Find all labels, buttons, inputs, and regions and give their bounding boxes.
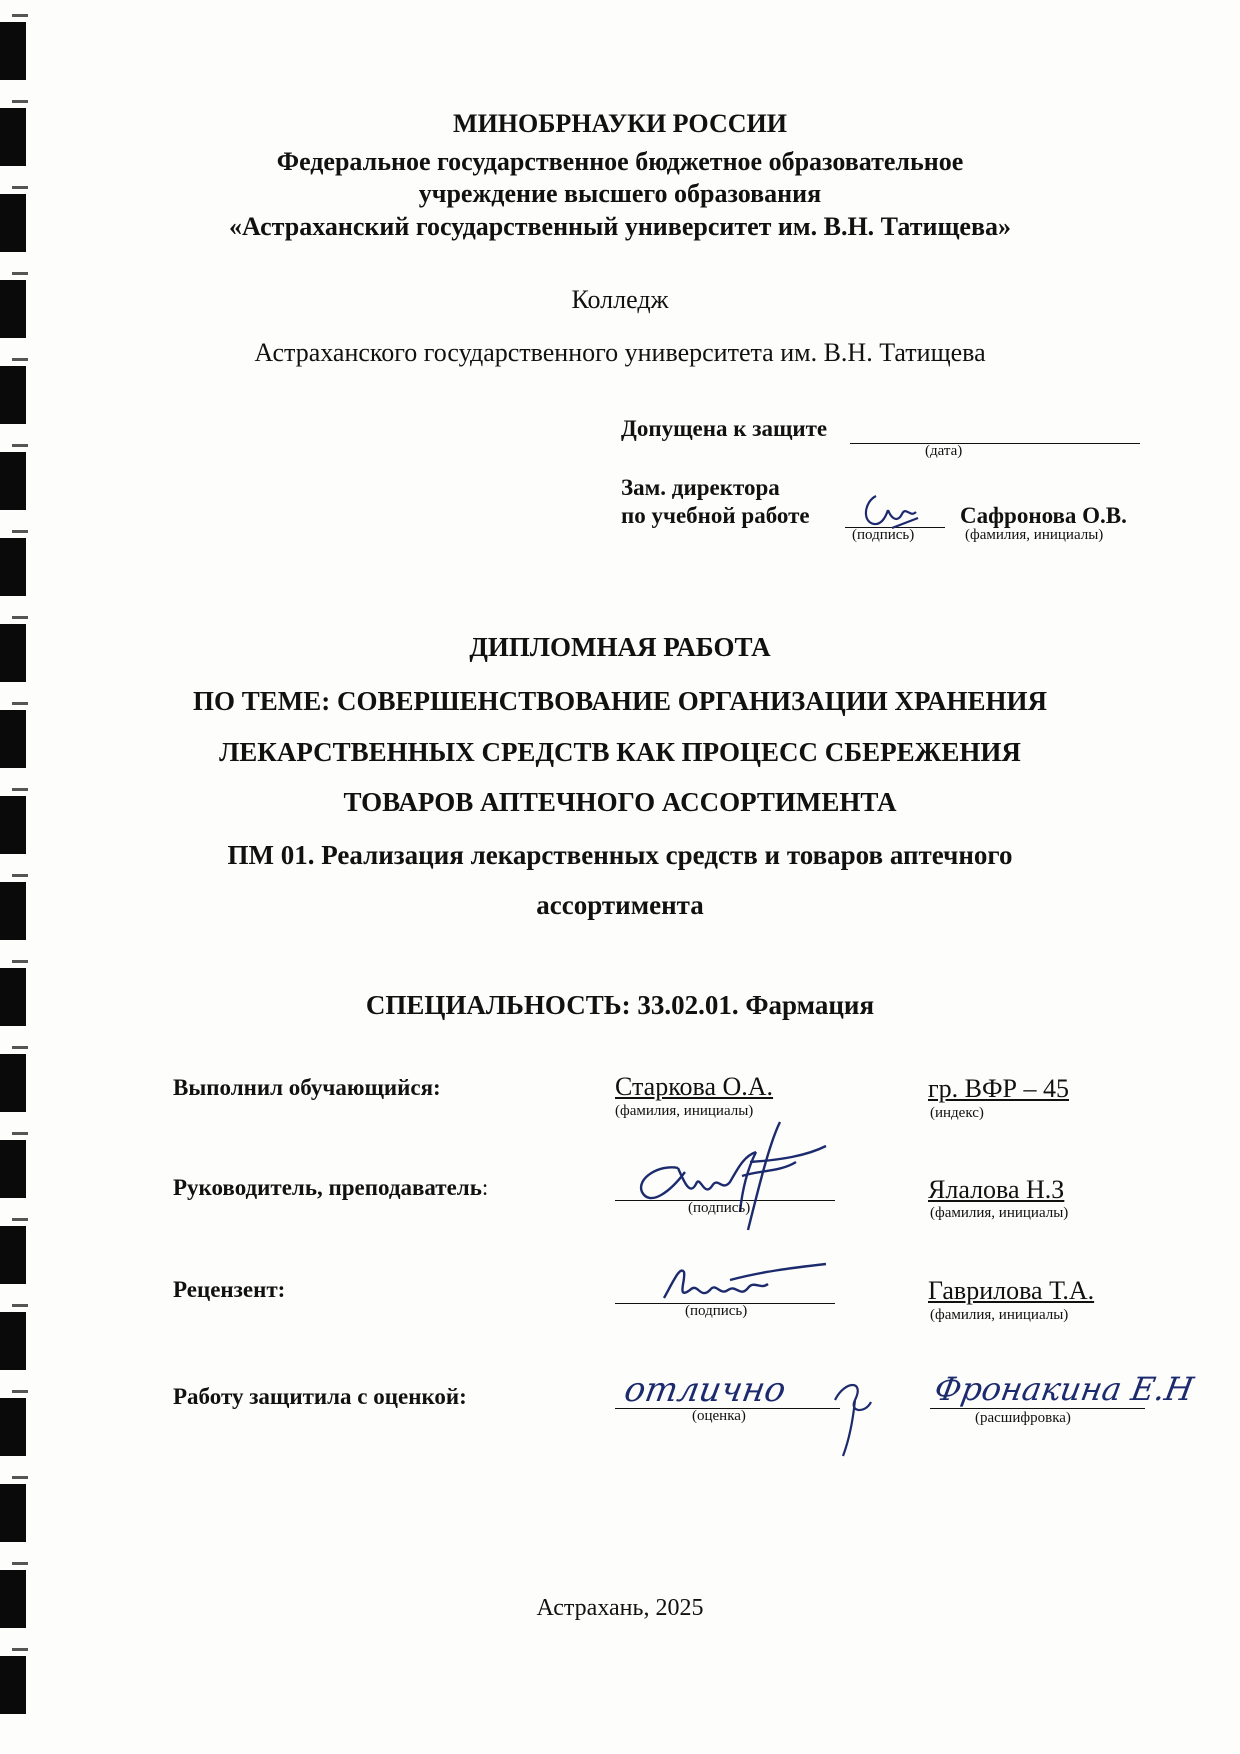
ministry-title: МИНОБРНАУКИ РОССИИ (453, 109, 787, 138)
college-line-2: Астраханского государственного университета им. В.Н. Татищева (254, 338, 986, 367)
supervisor-name-caption: (фамилия, инициалы) (930, 1205, 1069, 1221)
deputy-name-caption: (фамилия, инициалы) (965, 527, 1104, 543)
deputy-title-line-1: Зам. директора (621, 475, 780, 500)
binding-tick (12, 1132, 28, 1135)
binding-hole (0, 1312, 26, 1370)
admitted-label: Допущена к защите (621, 416, 828, 441)
supervisor-name: Ялалова Н.З (928, 1175, 1065, 1204)
grade-initials (825, 1370, 885, 1460)
binding-hole (0, 1484, 26, 1542)
topic-line-1: ПО ТЕМЕ: СОВЕРШЕНСТВОВАНИЕ ОРГАНИЗАЦИИ ХРАНЕНИЯ (192, 686, 1048, 716)
student-name-caption: (фамилия, инициалы) (615, 1103, 754, 1119)
deputy-name: Сафронова О.В. (960, 503, 1127, 528)
binding-hole (0, 22, 26, 80)
supervisor-label-text: Руководитель, преподаватель (173, 1175, 482, 1200)
binding-tick (12, 530, 28, 533)
binding-tick (12, 1304, 28, 1307)
student-label: Выполнил обучающийся: (173, 1075, 441, 1100)
binding-tick (12, 1476, 28, 1479)
binding-hole (0, 1226, 26, 1284)
binding-hole (0, 1140, 26, 1198)
reviewer-label: Рецензент: (173, 1277, 286, 1302)
supervisor-label (173, 1175, 488, 1201)
binding-tick (12, 1648, 28, 1651)
binding-holes (0, 0, 40, 1754)
work-type: ДИПЛОМНАЯ РАБОТА (469, 632, 771, 662)
decoding-caption: (расшифровка) (975, 1410, 1071, 1426)
defense-label: Работу защитила с оценкой: (173, 1384, 467, 1409)
institution-line-3: «Астраханский государственный университет им. В.Н. Татищева» (229, 212, 1011, 241)
binding-tick (12, 960, 28, 963)
specialty: СПЕЦИАЛЬНОСТЬ: 33.02.01. Фармация (365, 990, 875, 1020)
city-year: Астрахань, 2025 (536, 1595, 704, 1621)
student-group-caption: (индекс) (930, 1105, 984, 1121)
module-line-1: ПМ 01. Реализация лекарственных средств и товаров аптечного (227, 840, 1013, 870)
topic-line-3: ТОВАРОВ АПТЕЧНОГО АССОРТИМЕНТА (343, 787, 897, 817)
reviewer-name: Гаврилова Т.А. (928, 1276, 1095, 1305)
supervisor-signature-caption: (подпись) (688, 1200, 751, 1216)
deputy-title-line-2: по учебной работе (621, 503, 810, 528)
binding-hole (0, 452, 26, 510)
decoding-line (930, 1408, 1145, 1409)
grade-caption: (оценка) (692, 1408, 746, 1424)
institution-line-2: учреждение высшего образования (418, 179, 822, 208)
date-line (850, 443, 1140, 444)
binding-tick (12, 14, 28, 17)
supervisor-label-colon: : (481, 1175, 489, 1200)
decoding-handwritten: Фронакина Е.Н (931, 1370, 1197, 1408)
binding-tick (12, 444, 28, 447)
binding-tick (12, 1046, 28, 1049)
binding-hole (0, 1398, 26, 1456)
binding-hole (0, 366, 26, 424)
deputy-signature-caption: (подпись) (852, 527, 915, 543)
binding-tick (12, 874, 28, 877)
topic-line-2: ЛЕКАРСТВЕННЫХ СРЕДСТВ КАК ПРОЦЕСС СБЕРЕЖЕНИЯ (219, 737, 1021, 767)
binding-hole (0, 538, 26, 596)
supervisor-signature (630, 1112, 830, 1237)
institution-line-1: Федеральное государственное бюджетное образовательное (276, 147, 964, 176)
student-name: Старкова О.А. (615, 1072, 774, 1101)
module-line-2: ассортимента (536, 890, 704, 920)
reviewer-signature-caption: (подпись) (685, 1303, 748, 1319)
college-line-1: Колледж (571, 285, 669, 314)
binding-tick (12, 616, 28, 619)
binding-tick (12, 1390, 28, 1393)
binding-tick (12, 100, 28, 103)
binding-tick (12, 272, 28, 275)
date-caption: (дата) (925, 443, 963, 459)
student-group: гр. ВФР – 45 (928, 1074, 1070, 1103)
reviewer-name-caption: (фамилия, инициалы) (930, 1307, 1069, 1323)
binding-tick (12, 1562, 28, 1565)
binding-tick (12, 1218, 28, 1221)
binding-hole (0, 1656, 26, 1714)
binding-hole (0, 1054, 26, 1112)
grade-handwritten: отлично (621, 1370, 789, 1410)
